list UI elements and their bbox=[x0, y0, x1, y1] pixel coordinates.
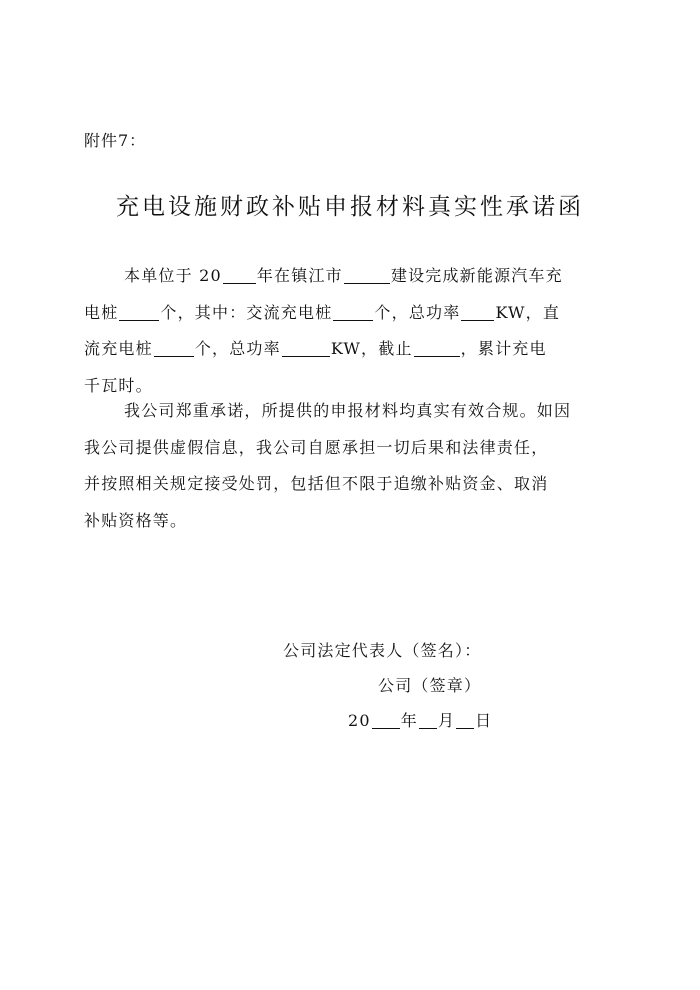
text-segment: KW，截止 bbox=[330, 339, 413, 358]
text-segment: ，累计充电 bbox=[460, 339, 547, 358]
text-segment: 流充电桩 bbox=[84, 339, 153, 358]
text-segment: 我公司郑重承诺，所提供的申报材料均真实有效合规。如因 bbox=[124, 401, 572, 420]
dc-power-blank bbox=[282, 339, 330, 357]
date-month-label: 月 bbox=[437, 711, 456, 730]
text-segment: 个，总功率 bbox=[374, 302, 461, 322]
commitment-line-3 bbox=[84, 466, 624, 503]
text-segment: 个，总功率 bbox=[194, 339, 281, 358]
representative-signature-label: 公司法定代表人（签名）： bbox=[283, 641, 482, 660]
commitment-line-1 bbox=[84, 393, 624, 430]
declaration-line-2 bbox=[84, 295, 624, 332]
date-day-label: 日 bbox=[475, 711, 493, 730]
text-segment: 本单位于 20 bbox=[124, 266, 222, 285]
date-century: 20 bbox=[348, 711, 371, 730]
text-segment: 我公司提供虚假信息，我公司自愿承担一切后果和法律责任， bbox=[84, 437, 549, 457]
ac-power-blank bbox=[461, 303, 494, 321]
district-blank bbox=[344, 266, 390, 284]
date-day-blank bbox=[456, 711, 474, 729]
signature-date bbox=[348, 708, 492, 731]
date-year-label: 年 bbox=[400, 711, 418, 730]
date-year-blank bbox=[372, 711, 400, 729]
text-segment: 建设完成新能源汽车充 bbox=[390, 266, 563, 285]
text-segment: 千瓦时。 bbox=[84, 375, 153, 395]
total-piles-blank bbox=[119, 303, 159, 321]
cutoff-date-blank bbox=[414, 339, 460, 357]
text-segment: 并按照相关规定接受处罚，包括但不限于追缴补贴资金、取消 bbox=[84, 474, 549, 493]
company-seal-label: 公司（签章） bbox=[378, 676, 482, 695]
declaration-line-1 bbox=[84, 258, 624, 295]
ac-piles-blank bbox=[333, 303, 373, 321]
text-segment: KW，直 bbox=[495, 302, 561, 322]
dc-piles-blank bbox=[154, 339, 194, 357]
declaration-line-3 bbox=[84, 331, 624, 368]
text-segment: 个，其中：交流充电桩 bbox=[160, 302, 333, 322]
declaration-paragraph bbox=[84, 258, 624, 404]
commitment-line-2 bbox=[84, 430, 624, 467]
text-segment: 年在镇江市 bbox=[256, 266, 343, 285]
commitment-line-4 bbox=[84, 503, 624, 540]
commitment-paragraph bbox=[84, 393, 624, 539]
year-blank bbox=[223, 266, 256, 284]
text-segment: 补贴资格等。 bbox=[84, 510, 188, 530]
text-segment: 电桩 bbox=[84, 302, 119, 322]
document-title: 充电设施财政补贴申报材料真实性承诺函 bbox=[116, 194, 584, 220]
attachment-label: 附件7： bbox=[84, 131, 147, 150]
date-month-blank bbox=[419, 711, 437, 729]
